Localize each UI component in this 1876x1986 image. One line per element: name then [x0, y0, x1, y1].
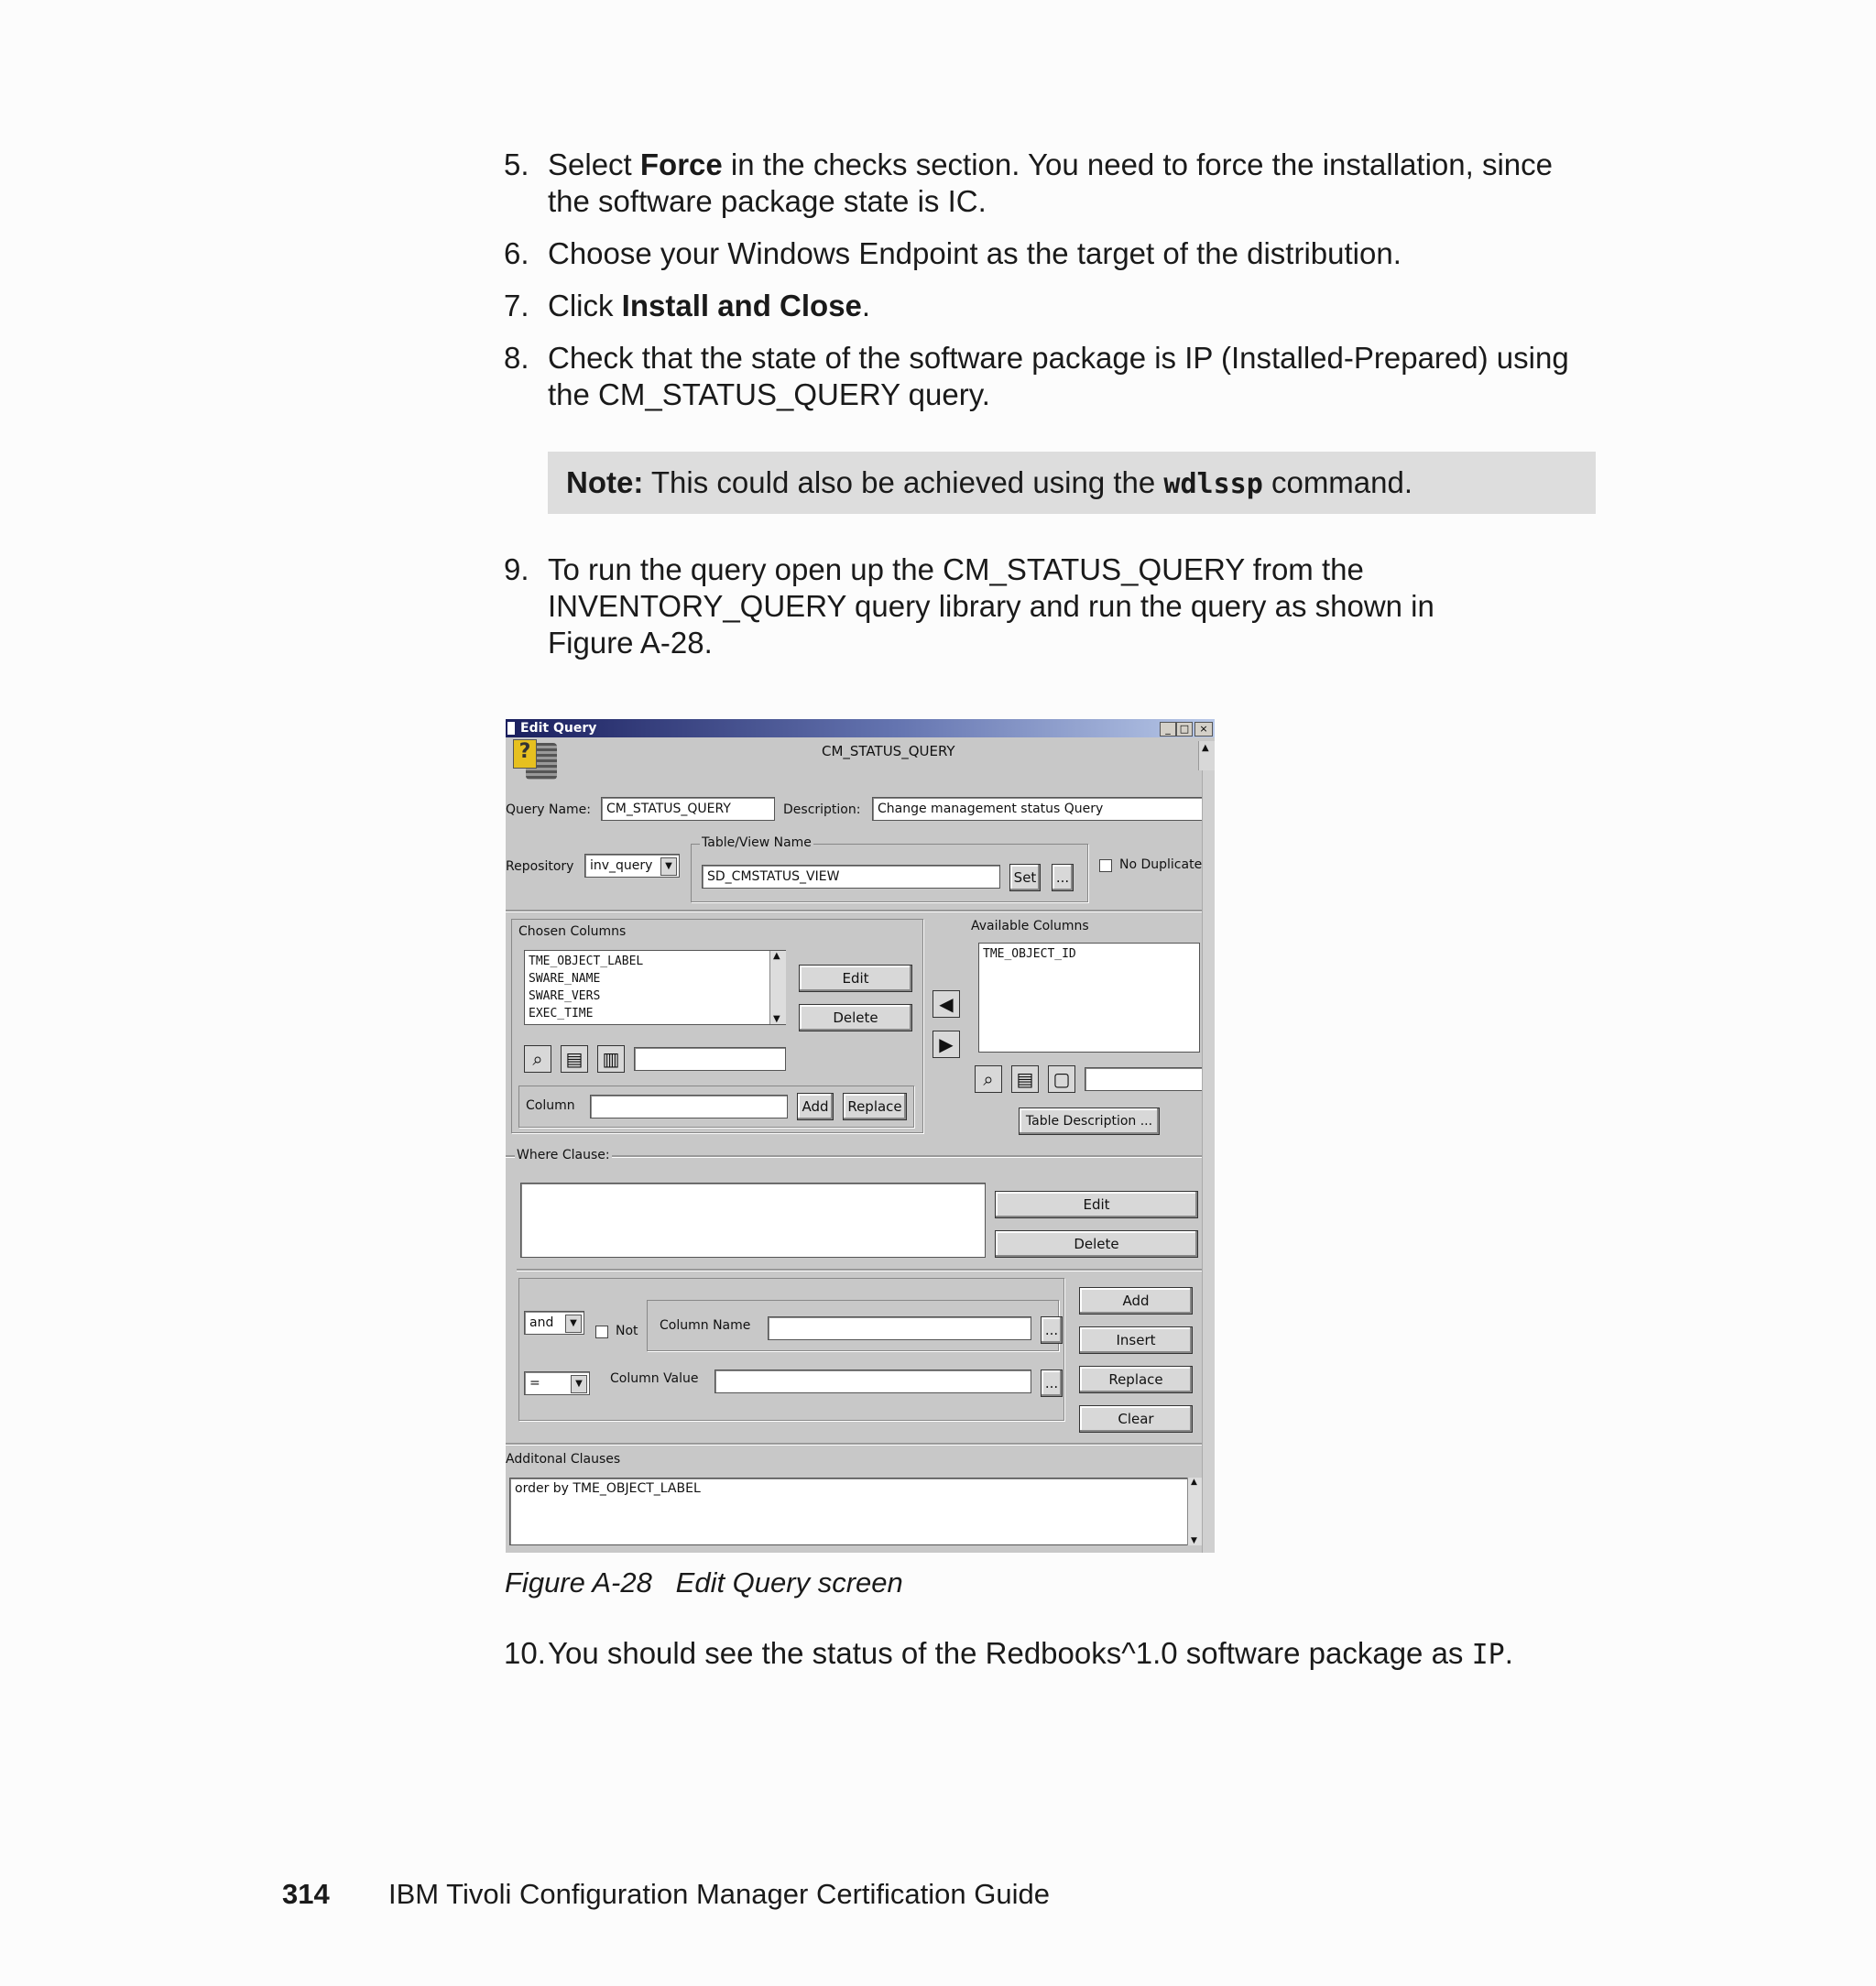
step-text: in the checks section. You need to force the installation, since — [722, 147, 1554, 181]
chosen-columns-list[interactable] — [524, 950, 786, 1025]
where-edit-button[interactable]: Edit — [995, 1191, 1198, 1218]
where-clear-button[interactable]: Clear — [1079, 1405, 1193, 1433]
step-number: 7. — [504, 289, 529, 322]
operator-select[interactable] — [524, 1371, 590, 1395]
page-number: 314 — [282, 1878, 330, 1910]
note-code: wdlssp — [1163, 468, 1263, 500]
list-item[interactable]: TME_OBJECT_LABEL — [529, 955, 644, 968]
step-text: Choose your Windows Endpoint as the target of the distribution. — [548, 236, 1402, 270]
title-bar — [506, 719, 1215, 737]
column-name-label: Column Name — [660, 1318, 751, 1333]
step-number: 5. — [504, 147, 529, 181]
scroll-up-icon: ▲ — [1191, 1478, 1197, 1487]
step-text: . — [1504, 1636, 1513, 1670]
step-number: 10. — [504, 1636, 546, 1670]
window-icon — [507, 722, 515, 735]
list-item[interactable]: TME_OBJECT_ID — [983, 947, 1076, 961]
chosen-delete-button[interactable]: Delete — [799, 1004, 912, 1031]
step-number: 8. — [504, 341, 529, 375]
no-duplicates-checkbox[interactable] — [1099, 859, 1112, 872]
window-title: Edit Query — [520, 721, 597, 736]
note-label: Note: — [566, 465, 644, 499]
description-input[interactable]: Change management status Query — [872, 797, 1215, 821]
step-text: Figure A-28. — [548, 626, 713, 660]
scrollbar[interactable] — [1198, 741, 1215, 770]
step-text: Select — [548, 147, 640, 181]
and-or-value: and — [529, 1315, 554, 1330]
available-list-view-icon[interactable]: ▤ — [1011, 1065, 1039, 1093]
set-button[interactable]: Set — [1009, 864, 1041, 891]
dropdown-arrow-icon: ▼ — [565, 1315, 582, 1333]
scroll-up-icon: ▲ — [773, 951, 780, 961]
where-insert-button[interactable]: Insert — [1079, 1326, 1193, 1354]
scroll-down-icon: ▼ — [1191, 1536, 1197, 1545]
step-bold: Force — [639, 147, 723, 181]
scroll-down-icon: ▼ — [773, 1014, 780, 1024]
step-bold: Install and Close — [621, 289, 862, 322]
step-text: To run the query open up the CM_STATUS_QUERY from the — [548, 552, 1364, 586]
query-name-label: Query Name: — [506, 802, 592, 817]
available-detail-view-icon[interactable]: ▢ — [1048, 1065, 1075, 1093]
column-replace-button[interactable]: Replace — [843, 1093, 907, 1120]
description-label: Description: — [783, 802, 861, 817]
available-columns-label: Available Columns — [971, 919, 1089, 933]
query-name-input[interactable]: CM_STATUS_QUERY — [601, 797, 775, 821]
step-text: INVENTORY_QUERY query library and run the query as shown in — [548, 589, 1434, 623]
column-value-label: Column Value — [610, 1371, 699, 1386]
list-item[interactable]: SWARE_VERS — [529, 989, 601, 1003]
maximize-button[interactable]: □ — [1176, 722, 1193, 737]
chosen-columns-scrollbar[interactable] — [769, 951, 786, 1024]
additional-clauses-textarea[interactable]: order by TME_OBJECT_LABEL — [509, 1478, 1202, 1545]
step-text: . — [861, 289, 871, 322]
where-add-button[interactable]: Add — [1079, 1287, 1193, 1315]
close-button[interactable]: × — [1194, 722, 1213, 737]
column-name-input[interactable] — [768, 1316, 1031, 1340]
book-title: IBM Tivoli Configuration Manager Certification Guide — [388, 1878, 1050, 1910]
move-right-icon[interactable]: ▶ — [933, 1031, 960, 1058]
operator-value: = — [529, 1376, 540, 1391]
table-description-button[interactable]: Table Description ... — [1019, 1108, 1160, 1135]
column-value-input[interactable] — [714, 1369, 1031, 1393]
column-label: Column — [526, 1098, 575, 1113]
where-replace-button[interactable]: Replace — [1079, 1366, 1193, 1393]
repository-label: Repository — [506, 859, 574, 874]
and-or-select[interactable] — [524, 1311, 584, 1335]
note-box — [548, 452, 1596, 514]
column-add-button[interactable]: Add — [797, 1093, 834, 1120]
note-text: This could also be achieved using the — [643, 465, 1164, 499]
repository-value: inv_query — [590, 858, 653, 873]
where-clause-label: Where Clause: — [517, 1148, 610, 1162]
chosen-columns-label: Chosen Columns — [518, 924, 627, 939]
separator — [506, 1155, 1215, 1158]
minimize-button[interactable]: _ — [1160, 722, 1176, 737]
step-text: Click — [548, 289, 622, 322]
step-number: 9. — [504, 552, 529, 586]
available-columns-list[interactable] — [978, 943, 1200, 1053]
figure-caption: Figure A-28 Edit Query screen — [505, 1566, 903, 1599]
table-view-label: Table/View Name — [702, 835, 812, 850]
step-text: You should see the status of the Redbooks^1.0 software package as — [548, 1636, 1472, 1670]
available-filter-input[interactable] — [1085, 1067, 1215, 1091]
additional-clauses-scrollbar[interactable] — [1187, 1478, 1203, 1545]
where-delete-button[interactable]: Delete — [995, 1230, 1198, 1258]
table-view-input[interactable]: SD_CMSTATUS_VIEW — [702, 865, 1000, 889]
no-duplicates-label: No Duplicate — [1119, 857, 1203, 872]
separator — [506, 1443, 1215, 1446]
column-input[interactable] — [590, 1095, 788, 1118]
chosen-edit-button[interactable]: Edit — [799, 965, 912, 992]
detail-view-icon[interactable]: ▥ — [597, 1045, 625, 1073]
list-view-icon[interactable]: ▤ — [561, 1045, 588, 1073]
list-item[interactable]: EXEC_TIME — [529, 1007, 594, 1020]
column-value-browse-button[interactable]: ... — [1041, 1369, 1063, 1397]
repository-select[interactable] — [584, 854, 680, 878]
query-icon: ? — [513, 739, 561, 780]
dropdown-arrow-icon: ▼ — [571, 1375, 587, 1393]
chosen-filter-input[interactable] — [634, 1047, 786, 1071]
edit-query-window — [506, 719, 1215, 1553]
where-clause-textarea[interactable] — [520, 1183, 986, 1258]
separator — [506, 910, 1215, 912]
additional-clauses-label: Additonal Clauses — [506, 1452, 621, 1467]
step-text: Check that the state of the software package is IP (Installed-Prepared) using — [548, 341, 1569, 375]
separator — [517, 1269, 1215, 1271]
step-number: 6. — [504, 236, 529, 270]
step-code: IP — [1471, 1639, 1505, 1671]
step-text: the CM_STATUS_QUERY query. — [548, 377, 990, 411]
window-scrollbar-track[interactable] — [1202, 770, 1215, 1553]
available-search-icon[interactable]: ⌕ — [975, 1065, 1002, 1093]
step-text: the software package state is IC. — [548, 184, 987, 218]
table-browse-button[interactable]: ... — [1052, 864, 1074, 891]
search-icon[interactable]: ⌕ — [524, 1045, 551, 1073]
dropdown-arrow-icon: ▼ — [660, 857, 677, 876]
move-left-icon[interactable]: ◀ — [933, 990, 960, 1018]
not-label: Not — [616, 1324, 638, 1338]
not-checkbox[interactable] — [595, 1326, 608, 1338]
list-item[interactable]: SWARE_NAME — [529, 972, 601, 986]
column-name-browse-button[interactable]: ... — [1041, 1316, 1063, 1344]
note-text: command. — [1262, 465, 1413, 499]
scroll-up-icon: ▲ — [1202, 743, 1209, 753]
query-header-name: CM_STATUS_QUERY — [822, 743, 955, 759]
